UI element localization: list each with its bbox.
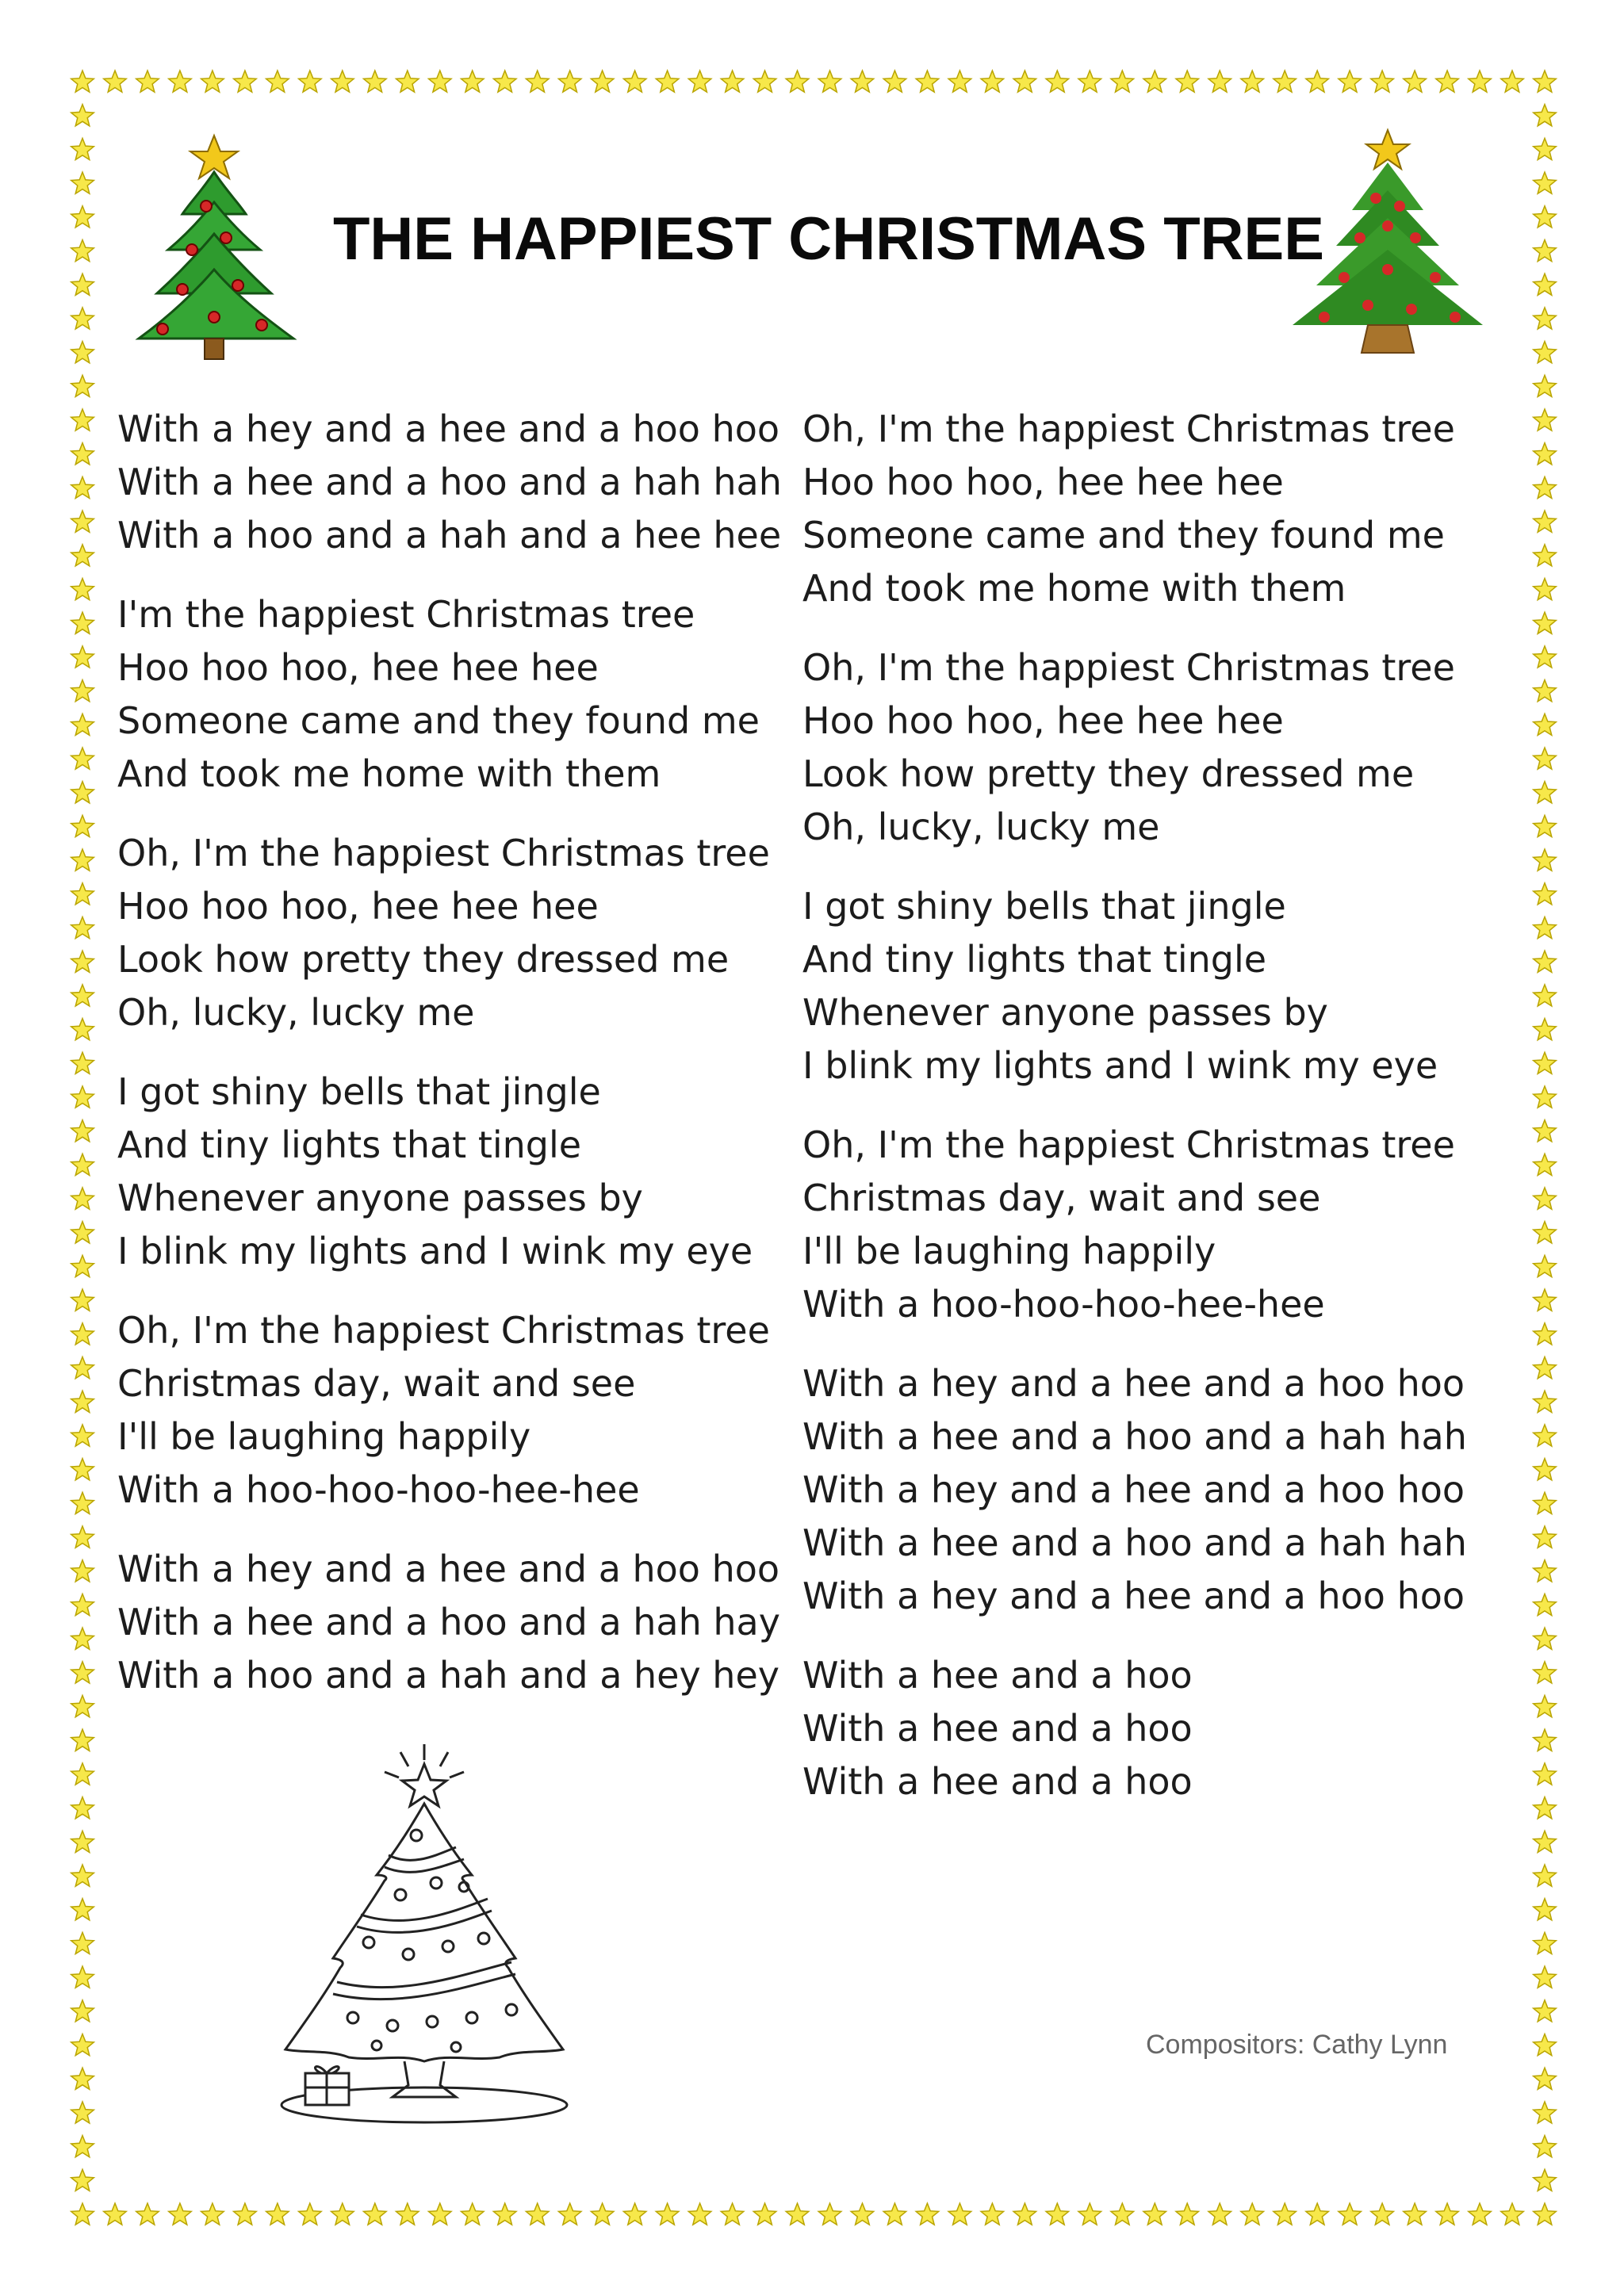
border-star-icon (1371, 2203, 1394, 2225)
border-star-icon (201, 2203, 224, 2225)
lyric-line: Hoo hoo hoo, hee hee hee (802, 699, 1284, 742)
lyric-line: With a hoo-hoo-hoo-hee-hee (117, 1468, 640, 1511)
lyric-line: I got shiny bells that jingle (802, 885, 1286, 928)
border-star-icon (71, 815, 94, 836)
border-star-icon (526, 2203, 549, 2225)
border-star-icon (71, 1492, 94, 1513)
border-star-icon (1534, 985, 1557, 1006)
composer-credit: Compositors: Cathy Lynn (1146, 2030, 1448, 2060)
border-star-icon (1534, 1526, 1557, 1548)
border-star-icon (462, 71, 485, 92)
border-star-icon (1534, 1086, 1557, 1108)
lyric-line: Hoo hoo hoo, hee hee hee (117, 646, 599, 689)
border-star-icon (71, 342, 94, 363)
border-star-icon (71, 240, 94, 262)
lyric-line: Whenever anyone passes by (117, 1177, 643, 1219)
border-star-icon (71, 1899, 94, 1920)
border-star-icon (71, 2068, 94, 2089)
border-star-icon (1469, 2203, 1492, 2225)
lyric-line: Look how pretty they dressed me (117, 938, 730, 981)
border-star-icon (526, 71, 549, 92)
border-star-icon (331, 71, 354, 92)
lyric-line: Christmas day, wait and see (117, 1362, 636, 1405)
border-star-icon (71, 443, 94, 465)
border-star-icon (364, 71, 387, 92)
border-star-icon (623, 71, 646, 92)
lyric-line: And tiny lights that tingle (117, 1123, 582, 1166)
border-star-icon (1534, 1628, 1557, 1649)
lyric-line: With a hey and a hee and a hoo hoo (802, 1575, 1465, 1617)
border-star-icon (1534, 1052, 1557, 1073)
border-star-icon (71, 1526, 94, 1548)
border-star-icon (71, 1255, 94, 1276)
border-star-icon (1436, 71, 1459, 92)
border-star-icon (1534, 579, 1557, 600)
border-star-icon (136, 71, 159, 92)
border-star-icon (493, 71, 516, 92)
border-star-icon (71, 1696, 94, 1717)
lyric-line: Look how pretty they dressed me (802, 752, 1415, 795)
border-star-icon (948, 71, 971, 92)
border-star-icon (1534, 1255, 1557, 1276)
border-star-icon (851, 2203, 874, 2225)
border-star-icon (169, 2203, 192, 2225)
lyric-line: Hoo hoo hoo, hee hee hee (802, 461, 1284, 503)
christmas-tree-outline-icon (274, 1736, 575, 2125)
border-star-icon (916, 71, 939, 92)
border-star-icon (1534, 172, 1557, 193)
border-star-icon (1176, 71, 1199, 92)
border-star-icon (71, 105, 94, 126)
border-star-icon (1339, 71, 1362, 92)
lyrics-stanza (802, 403, 1500, 615)
border-star-icon (71, 1357, 94, 1379)
border-star-icon (169, 71, 192, 92)
lyrics-stanza (117, 588, 768, 801)
lyrics-stanza (117, 1304, 768, 1517)
border-star-icon (786, 71, 809, 92)
border-star-icon (71, 1560, 94, 1582)
border-star-icon (71, 1391, 94, 1412)
border-star-icon (364, 2203, 387, 2225)
lyric-line: With a hoo and a hah and a hee hee (117, 514, 782, 557)
lyric-line: With a hee and a hoo (802, 1707, 1193, 1750)
border-star-icon (1534, 1831, 1557, 1852)
border-star-icon (1436, 2203, 1459, 2225)
border-star-icon (71, 1628, 94, 1649)
lyric-line: And took me home with them (802, 567, 1346, 610)
border-star-icon (396, 71, 419, 92)
border-star-icon (71, 1459, 94, 1480)
lyric-line: Oh, I'm the happiest Christmas tree (802, 1123, 1455, 1166)
border-star-icon (266, 71, 289, 92)
lyric-line: And took me home with them (117, 752, 661, 795)
border-star-icon (71, 849, 94, 871)
lyric-line: With a hey and a hee and a hoo hoo (117, 408, 780, 450)
border-star-icon (883, 71, 906, 92)
border-star-icon (753, 71, 776, 92)
border-star-icon (71, 1932, 94, 1954)
border-star-icon (71, 1763, 94, 1785)
border-star-icon (1078, 2203, 1101, 2225)
lyrics-stanza (117, 827, 768, 1039)
lyric-line: I'll be laughing happily (802, 1230, 1216, 1272)
lyrics-right-column (802, 403, 1500, 1835)
border-star-icon (71, 748, 94, 769)
border-star-icon (1241, 2203, 1264, 2225)
border-star-icon (1046, 2203, 1069, 2225)
lyric-line: Oh, I'm the happiest Christmas tree (117, 832, 770, 874)
border-star-icon (71, 1797, 94, 1819)
border-star-icon (1534, 1188, 1557, 1209)
border-star-icon (1534, 1662, 1557, 1683)
border-star-icon (1534, 1425, 1557, 1446)
border-star-icon (1534, 1899, 1557, 1920)
border-star-icon (1501, 71, 1524, 92)
lyric-line: Oh, I'm the happiest Christmas tree (117, 1309, 770, 1352)
lyric-line: With a hey and a hee and a hoo hoo (117, 1548, 780, 1590)
border-star-icon (201, 71, 224, 92)
border-star-icon (71, 883, 94, 905)
border-star-icon (916, 2203, 939, 2225)
border-star-icon (1534, 2102, 1557, 2123)
border-star-icon (981, 2203, 1004, 2225)
border-star-icon (1078, 71, 1101, 92)
lyric-line: Someone came and they found me (802, 514, 1445, 557)
lyrics-stanza (802, 1119, 1500, 1331)
border-star-icon (71, 1120, 94, 1142)
border-star-icon (71, 2136, 94, 2157)
lyric-line: Oh, lucky, lucky me (802, 806, 1160, 848)
border-star-icon (71, 1188, 94, 1209)
border-star-icon (71, 579, 94, 600)
border-star-icon (71, 274, 94, 295)
border-star-icon (1534, 951, 1557, 972)
border-star-icon (71, 71, 94, 92)
lyric-line: I'm the happiest Christmas tree (117, 593, 695, 636)
border-star-icon (1534, 815, 1557, 836)
border-star-icon (1534, 1560, 1557, 1582)
border-star-icon (1534, 2068, 1557, 2089)
border-star-icon (1534, 476, 1557, 498)
border-star-icon (396, 2203, 419, 2225)
border-star-icon (1534, 2203, 1557, 2225)
border-star-icon (1534, 206, 1557, 228)
lyric-line: With a hey and a hee and a hoo hoo (802, 1362, 1465, 1405)
border-star-icon (558, 71, 581, 92)
border-star-icon (851, 71, 874, 92)
border-star-icon (786, 2203, 809, 2225)
border-star-icon (1111, 71, 1134, 92)
border-star-icon (1534, 1729, 1557, 1751)
border-star-icon (1176, 2203, 1199, 2225)
border-star-icon (1534, 409, 1557, 430)
border-star-icon (136, 2203, 159, 2225)
border-star-icon (1534, 1865, 1557, 1886)
border-star-icon (1534, 883, 1557, 905)
border-star-icon (656, 2203, 679, 2225)
lyrics-stanza (117, 403, 782, 562)
lyric-line: Christmas day, wait and see (802, 1177, 1321, 1219)
border-star-icon (1534, 2169, 1557, 2191)
border-star-icon (462, 2203, 485, 2225)
border-star-icon (818, 71, 841, 92)
lyrics-left-column (117, 403, 782, 1728)
border-star-icon (1013, 71, 1036, 92)
border-star-icon (71, 985, 94, 1006)
lyric-line: With a hee and a hoo and a hah hah (802, 1521, 1467, 1564)
border-star-icon (331, 2203, 354, 2225)
border-star-icon (1534, 1289, 1557, 1311)
border-star-icon (71, 612, 94, 633)
border-star-icon (71, 1086, 94, 1108)
border-star-icon (71, 1729, 94, 1751)
border-star-icon (1046, 71, 1069, 92)
border-star-icon (688, 71, 711, 92)
lyrics-stanza (802, 880, 1500, 1093)
border-star-icon (1534, 443, 1557, 465)
border-star-icon (1534, 71, 1557, 92)
border-star-icon (71, 409, 94, 430)
border-star-icon (1534, 274, 1557, 295)
border-star-icon (71, 1831, 94, 1852)
border-star-icon (493, 2203, 516, 2225)
border-star-icon (1534, 1323, 1557, 1345)
border-star-icon (299, 2203, 322, 2225)
border-star-icon (1306, 2203, 1329, 2225)
lyrics-stanza (802, 641, 1500, 854)
border-star-icon (1404, 71, 1427, 92)
page-title: THE HAPPIEST CHRISTMAS TREE (333, 205, 1324, 273)
border-star-icon (1534, 680, 1557, 702)
lyric-line: Oh, lucky, lucky me (117, 991, 475, 1034)
lyric-line: Whenever anyone passes by (802, 991, 1328, 1034)
border-star-icon (71, 646, 94, 668)
border-star-icon (71, 2034, 94, 2056)
border-star-icon (1534, 375, 1557, 396)
border-star-icon (591, 2203, 614, 2225)
border-star-icon (1404, 2203, 1427, 2225)
lyric-line: With a hee and a hoo and a hah hay (117, 1601, 780, 1644)
border-star-icon (591, 71, 614, 92)
border-star-icon (1241, 71, 1264, 92)
border-star-icon (71, 375, 94, 396)
border-star-icon (1534, 308, 1557, 329)
border-star-icon (1111, 2203, 1134, 2225)
border-star-icon (71, 206, 94, 228)
border-star-icon (299, 71, 322, 92)
border-star-icon (1534, 545, 1557, 566)
lyric-line: With a hoo-hoo-hoo-hee-hee (802, 1283, 1325, 1326)
border-star-icon (71, 1966, 94, 1988)
border-star-icon (623, 2203, 646, 2225)
border-star-icon (1534, 2136, 1557, 2157)
border-star-icon (429, 71, 452, 92)
border-star-icon (71, 1154, 94, 1175)
border-star-icon (71, 172, 94, 193)
border-star-icon (1534, 1019, 1557, 1040)
lyric-line: With a hee and a hoo (802, 1654, 1193, 1697)
lyric-line: With a hoo and a hah and a hey hey (117, 1654, 779, 1697)
border-star-icon (71, 917, 94, 939)
border-star-icon (721, 2203, 744, 2225)
lyric-line: I blink my lights and I wink my eye (117, 1230, 753, 1272)
border-star-icon (1534, 1492, 1557, 1513)
border-star-icon (71, 511, 94, 532)
border-star-icon (1274, 2203, 1297, 2225)
border-star-icon (71, 1052, 94, 1073)
border-star-icon (71, 476, 94, 498)
border-star-icon (104, 2203, 127, 2225)
border-star-icon (1534, 240, 1557, 262)
border-star-icon (71, 545, 94, 566)
border-star-icon (1534, 1797, 1557, 1819)
border-star-icon (1534, 138, 1557, 159)
border-star-icon (981, 71, 1004, 92)
border-star-icon (71, 2102, 94, 2123)
border-star-icon (656, 71, 679, 92)
border-star-icon (721, 71, 744, 92)
border-star-icon (71, 951, 94, 972)
border-star-icon (1274, 71, 1297, 92)
border-star-icon (71, 138, 94, 159)
lyric-line: Hoo hoo hoo, hee hee hee (117, 885, 599, 928)
christmas-tree-icon (127, 131, 317, 369)
border-star-icon (429, 2203, 452, 2225)
border-star-icon (71, 2000, 94, 2022)
border-star-icon (71, 1865, 94, 1886)
border-star-icon (1534, 1696, 1557, 1717)
border-star-icon (71, 2203, 94, 2225)
border-star-icon (1208, 2203, 1231, 2225)
lyric-line: And tiny lights that tingle (802, 938, 1267, 981)
border-star-icon (1534, 2000, 1557, 2022)
border-star-icon (1143, 2203, 1166, 2225)
lyrics-stanza (117, 1543, 780, 1702)
border-star-icon (1534, 1966, 1557, 1988)
border-star-icon (1534, 511, 1557, 532)
border-star-icon (688, 2203, 711, 2225)
border-star-icon (1534, 1222, 1557, 1243)
border-star-icon (71, 1594, 94, 1615)
border-star-icon (71, 1019, 94, 1040)
border-star-icon (948, 2203, 971, 2225)
border-star-icon (753, 2203, 776, 2225)
lyric-line: Oh, I'm the happiest Christmas tree (802, 408, 1455, 450)
border-star-icon (1534, 748, 1557, 769)
border-star-icon (71, 1425, 94, 1446)
border-star-icon (1534, 1357, 1557, 1379)
border-star-icon (234, 2203, 257, 2225)
lyrics-stanza (802, 1649, 1500, 1808)
border-star-icon (1306, 71, 1329, 92)
lyric-line: With a hee and a hoo and a hah hah (802, 1415, 1467, 1458)
border-star-icon (1534, 105, 1557, 126)
border-star-icon (1501, 2203, 1524, 2225)
border-star-icon (1534, 2034, 1557, 2056)
border-star-icon (234, 71, 257, 92)
border-star-icon (1534, 1594, 1557, 1615)
border-star-icon (1534, 1763, 1557, 1785)
border-star-icon (71, 308, 94, 329)
border-star-icon (1534, 612, 1557, 633)
border-star-icon (1534, 714, 1557, 735)
border-star-icon (1534, 1154, 1557, 1175)
border-star-icon (1534, 849, 1557, 871)
border-star-icon (1534, 1932, 1557, 1954)
border-star-icon (1534, 1120, 1557, 1142)
border-star-icon (71, 782, 94, 803)
border-star-icon (104, 71, 127, 92)
lyric-line: With a hey and a hee and a hoo hoo (802, 1468, 1465, 1511)
border-star-icon (1469, 71, 1492, 92)
lyric-line: With a hee and a hoo (802, 1760, 1193, 1803)
border-star-icon (883, 2203, 906, 2225)
border-star-icon (1339, 2203, 1362, 2225)
border-star-icon (71, 1222, 94, 1243)
lyric-line: Someone came and they found me (117, 699, 760, 742)
border-star-icon (1534, 917, 1557, 939)
border-star-icon (1534, 782, 1557, 803)
border-star-icon (71, 680, 94, 702)
border-star-icon (1143, 71, 1166, 92)
border-star-icon (71, 1323, 94, 1345)
border-star-icon (266, 2203, 289, 2225)
border-star-icon (1371, 71, 1394, 92)
lyrics-stanza (802, 1357, 1500, 1623)
lyrics-stanza (117, 1066, 768, 1278)
border-star-icon (71, 1662, 94, 1683)
border-star-icon (71, 714, 94, 735)
lyric-line: With a hee and a hoo and a hah hah (117, 461, 782, 503)
lyric-line: I got shiny bells that jingle (117, 1070, 601, 1113)
border-star-icon (1534, 646, 1557, 668)
border-star-icon (1013, 2203, 1036, 2225)
border-star-icon (1208, 71, 1231, 92)
border-star-icon (71, 1289, 94, 1311)
border-star-icon (71, 2169, 94, 2191)
border-star-icon (1534, 1391, 1557, 1412)
border-star-icon (1534, 342, 1557, 363)
border-star-icon (558, 2203, 581, 2225)
border-star-icon (1534, 1459, 1557, 1480)
border-star-icon (818, 2203, 841, 2225)
lyric-line: I blink my lights and I wink my eye (802, 1044, 1438, 1087)
lyric-line: Oh, I'm the happiest Christmas tree (802, 646, 1455, 689)
lyric-line: I'll be laughing happily (117, 1415, 531, 1458)
